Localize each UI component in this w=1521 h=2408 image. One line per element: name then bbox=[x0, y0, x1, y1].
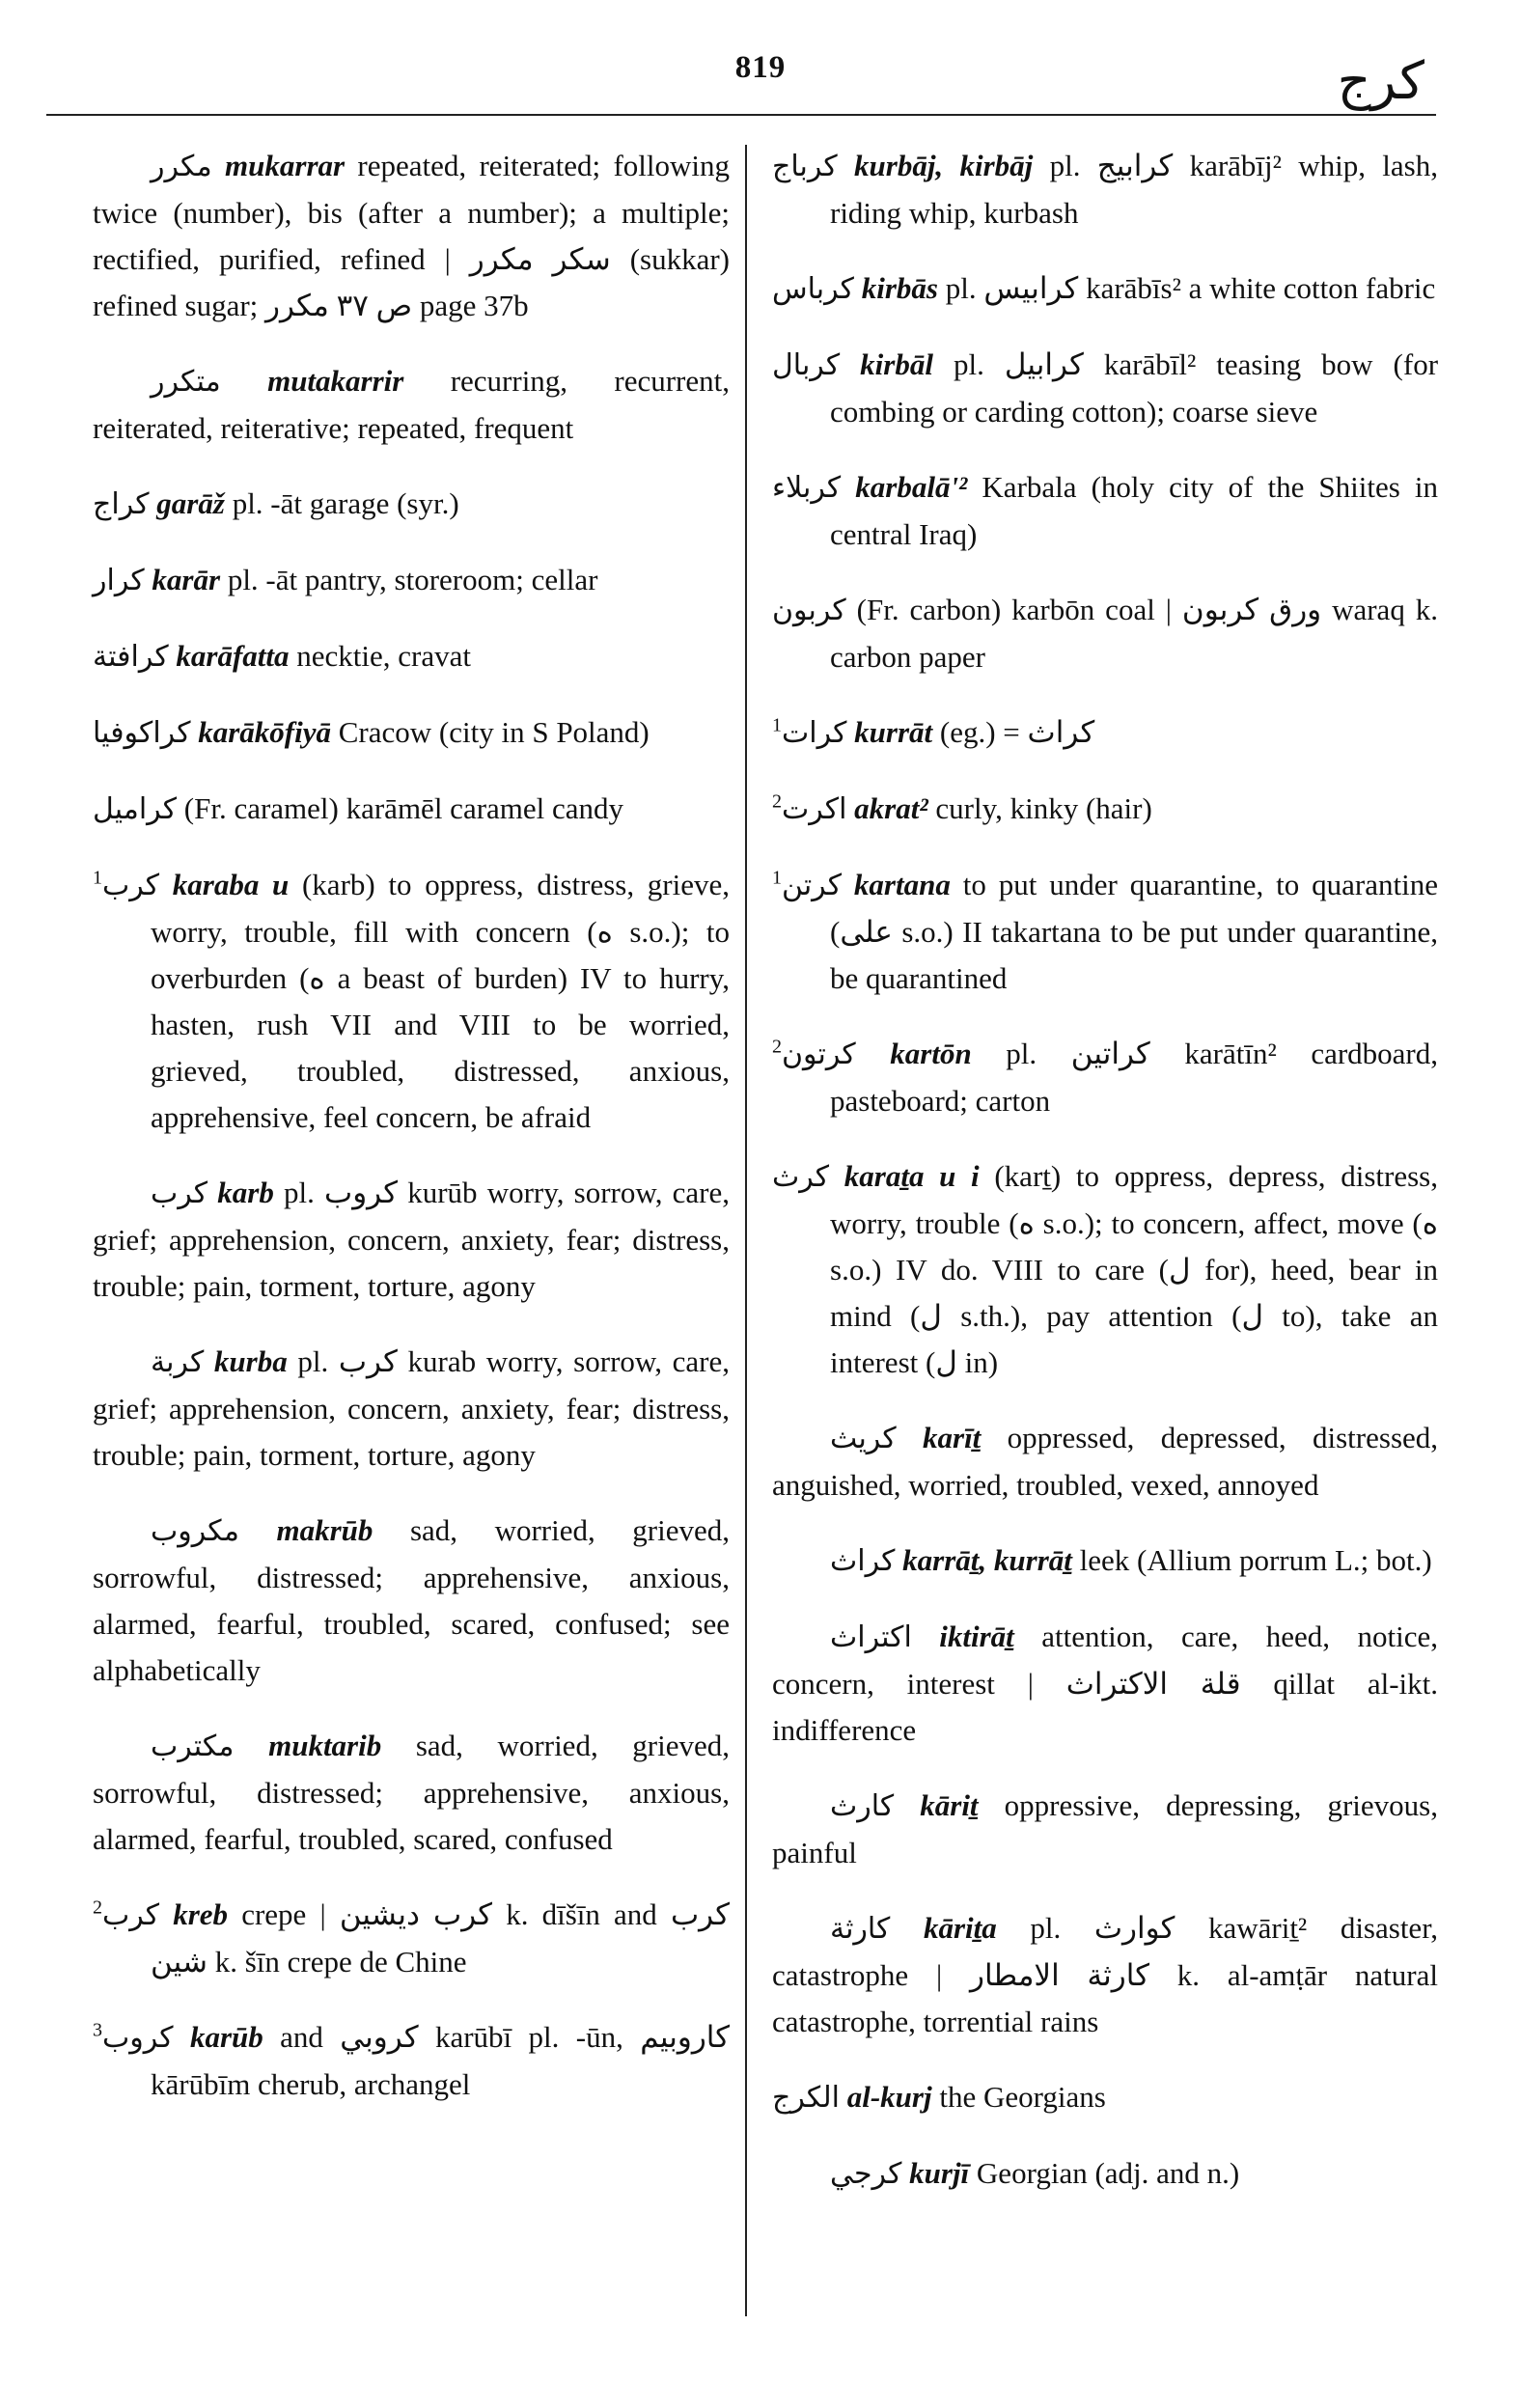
arabic-headword: كرار bbox=[93, 564, 145, 597]
dictionary-entry bbox=[772, 2074, 1438, 2121]
arabic-headword: كرات bbox=[782, 716, 847, 750]
definition: sad, worried, grieved, sorrowful, distressed; apprehensive, anxious, alarmed, fearful, troubled, scared, confused; see alphabetically bbox=[93, 1513, 731, 1687]
definition: pl. كرابيل karābīl² teasing bow (for combing or carding cotton); coarse sieve bbox=[830, 347, 1439, 429]
definition: leek (Allium porrum L.; bot.) bbox=[1079, 1543, 1432, 1577]
header-rule bbox=[46, 114, 1436, 116]
definition: to put under quarantine, to quarantine (على s.o.) II takartana to be put under quarantine, be quarantined bbox=[830, 868, 1439, 995]
arabic-headword: كرب bbox=[151, 1176, 208, 1210]
dictionary-entry bbox=[772, 786, 1438, 833]
arabic-headword: مكروب bbox=[151, 1514, 239, 1548]
arabic-headword: كرباج bbox=[772, 150, 838, 183]
arabic-headword: كربلاء bbox=[772, 471, 842, 505]
definition: pl. -āt pantry, storeroom; cellar bbox=[227, 563, 598, 596]
dictionary-entry bbox=[772, 1614, 1438, 1754]
definition: Georgian (adj. and n.) bbox=[976, 2156, 1240, 2190]
transliteration: karāfatta bbox=[176, 639, 290, 673]
transliteration: mukarrar bbox=[225, 149, 346, 182]
arabic-headword: كرتن bbox=[782, 869, 843, 902]
transliteration: muktarib bbox=[268, 1729, 382, 1762]
dictionary-entry bbox=[772, 1783, 1438, 1876]
definition: curly, kinky (hair) bbox=[935, 791, 1152, 825]
homonym-number: 2 bbox=[772, 1036, 782, 1058]
arabic-headword: كرتون bbox=[782, 1038, 856, 1071]
arabic-headword: كريث bbox=[830, 1422, 897, 1455]
dictionary-entry bbox=[93, 358, 730, 452]
dictionary-entry bbox=[772, 1031, 1438, 1124]
arabic-headword: كرباس bbox=[772, 272, 854, 306]
transliteration: kurba bbox=[213, 1344, 288, 1378]
transliteration: kurbāj, kirbāj bbox=[854, 149, 1034, 182]
arabic-headword: كارثة bbox=[830, 1912, 891, 1946]
dictionary-entry bbox=[93, 709, 730, 757]
homonym-number: 1 bbox=[93, 867, 102, 889]
dictionary-entry bbox=[93, 2014, 730, 2108]
definition: repeated, reiterated; following twice (number), bis (after a number); a multiple; rectified, purified, refined | سكر مكرر (sukkar) refined sugar; ص ٣٧ مكرر page 37b bbox=[93, 149, 731, 322]
arabic-headword: اكرت bbox=[782, 792, 847, 826]
transliteration: karbalā'² bbox=[855, 470, 968, 504]
arabic-headword: كراج bbox=[93, 487, 150, 521]
definition: pl. -āt garage (syr.) bbox=[232, 486, 459, 520]
dictionary-entry bbox=[772, 143, 1438, 236]
transliteration: karākōfiyā bbox=[198, 715, 331, 749]
dictionary-entry bbox=[93, 1508, 730, 1694]
homonym-number: 2 bbox=[93, 1896, 102, 1919]
definition: Karbala (holy city of the Shiites in central Iraq) bbox=[830, 470, 1439, 551]
definition: sad, worried, grieved, sorrowful, distressed; apprehensive, anxious, alarmed, fearful, troubled, scared, confused bbox=[93, 1729, 731, 1856]
definition: (Fr. caramel) karāmēl caramel candy bbox=[183, 791, 624, 825]
arabic-headword: كراميل bbox=[93, 792, 178, 826]
definition: attention, care, heed, notice, concern, interest | قلة الاكتراث qillat al-ikt. indifference bbox=[772, 1619, 1438, 1747]
dictionary-entry bbox=[772, 1153, 1438, 1386]
definition: (eg.) = كراث bbox=[939, 715, 1095, 749]
arabic-headword: كراكوفيا bbox=[93, 716, 191, 750]
left-column bbox=[93, 143, 730, 2137]
dictionary-entry bbox=[772, 265, 1438, 313]
definition: recurring, recurrent, reiterated, reiterative; repeated, frequent bbox=[93, 364, 731, 445]
transliteration: kurrāt bbox=[854, 715, 933, 749]
dictionary-entry bbox=[772, 2150, 1438, 2198]
arabic-headword: اكتراث bbox=[830, 1620, 912, 1654]
definition: pl. كرابيس karābīs² a white cotton fabric bbox=[945, 271, 1436, 305]
dictionary-entry bbox=[772, 587, 1438, 680]
transliteration: akrat² bbox=[854, 791, 928, 825]
definition: and كروبي karūbī pl. -ūn, كاروبيم kārūbīm cherub, archangel bbox=[151, 2020, 730, 2101]
transliteration: karūb bbox=[189, 2020, 263, 2054]
definition: oppressive, depressing, grievous, painful bbox=[772, 1788, 1438, 1869]
arabic-headword: كربال bbox=[772, 348, 841, 382]
page-number: 819 bbox=[734, 50, 787, 85]
arabic-headword: كربة bbox=[151, 1345, 205, 1379]
column-divider bbox=[745, 145, 747, 2316]
definition: pl. كوارث kawāriṯ² disaster, catastrophe | كارثة الامطار k. al-amṭār natural catastrophe, torrential rains bbox=[772, 1911, 1439, 2038]
definition: oppressed, depressed, distressed, anguished, worried, troubled, vexed, annoyed bbox=[772, 1421, 1439, 1502]
transliteration: karb bbox=[217, 1176, 274, 1209]
running-head: كرج bbox=[1337, 50, 1424, 111]
definition: pl. كرابيج karābīj² whip, lash, riding whip, kurbash bbox=[830, 149, 1438, 230]
definition: (karṯ) to oppress, depress, distress, worry, trouble (ه s.o.); to concern, affect, move (ه s.o.) IV do. VIII to care (ل for), heed, bear in mind (ل s.th.), pay attention (ل to), take an interest (ل in) bbox=[830, 1159, 1438, 1379]
arabic-headword: كرب bbox=[102, 869, 160, 902]
homonym-number: 2 bbox=[772, 790, 782, 813]
arabic-headword: كروب bbox=[102, 2021, 174, 2055]
transliteration: karār bbox=[152, 563, 221, 596]
transliteration: mutakarrir bbox=[267, 364, 404, 398]
dictionary-entry bbox=[93, 1723, 730, 1863]
transliteration: makrūb bbox=[276, 1513, 373, 1547]
transliteration: kirbās bbox=[861, 271, 938, 305]
homonym-number: 3 bbox=[93, 2019, 102, 2041]
transliteration: kirbāl bbox=[860, 347, 933, 381]
transliteration: kāriṯa bbox=[923, 1911, 997, 1945]
dictionary-entry bbox=[93, 1170, 730, 1310]
definition: crepe | كرب ديشين k. dīšīn and كرب شين k. šīn crepe de Chine bbox=[151, 1897, 730, 1979]
arabic-headword: مكترب bbox=[151, 1730, 235, 1763]
arabic-headword: كرافتة bbox=[93, 640, 169, 674]
dictionary-entry bbox=[93, 1892, 730, 1985]
arabic-headword: كارث bbox=[830, 1789, 895, 1823]
arabic-headword: كرجي bbox=[830, 2157, 902, 2191]
dictionary-entry bbox=[93, 481, 730, 528]
arabic-headword: كرب bbox=[102, 1898, 160, 1932]
right-column bbox=[772, 143, 1438, 2227]
dictionary-entry bbox=[93, 862, 730, 1141]
arabic-headword: مكرر bbox=[151, 150, 212, 183]
transliteration: karrāṯ, kurrāṯ bbox=[902, 1543, 1072, 1577]
arabic-headword: كرث bbox=[772, 1160, 830, 1194]
transliteration: kartōn bbox=[890, 1037, 972, 1070]
definition: (Fr. carbon) karbōn coal | ورق كربون waraq k. carbon paper bbox=[830, 593, 1439, 674]
transliteration: karaba u bbox=[172, 868, 290, 901]
definition: (karb) to oppress, distress, grieve, worry, trouble, fill with concern (ه s.o.); to overburden (ه a beast of burden) IV to hurry, hasten, rush VII and VIII to be worried, grieved, troubled, distressed, anxious, apprehensive, feel concern, be afraid bbox=[151, 868, 731, 1134]
dictionary-entry bbox=[772, 1905, 1438, 2045]
dictionary-entry bbox=[772, 709, 1438, 757]
definition: necktie, cravat bbox=[296, 639, 471, 673]
dictionary-entry bbox=[93, 1339, 730, 1479]
arabic-headword: كراث bbox=[830, 1544, 896, 1578]
dictionary-entry bbox=[772, 862, 1438, 1002]
transliteration: kartana bbox=[853, 868, 951, 901]
definition: pl. كروب kurūb worry, sorrow, care, grief; apprehension, concern, anxiety, fear; distress, trouble; pain, torment, torture, agony bbox=[93, 1176, 731, 1303]
dictionary-entry bbox=[772, 464, 1438, 558]
arabic-headword: الكرج bbox=[772, 2081, 840, 2115]
definition: Cracow (city in S Poland) bbox=[338, 715, 650, 749]
arabic-headword: كربون bbox=[772, 594, 846, 627]
dictionary-entry bbox=[772, 1415, 1438, 1508]
transliteration: garāž bbox=[156, 486, 225, 520]
transliteration: karaṯa u i bbox=[843, 1159, 980, 1193]
definition: pl. كراتين karātīn² cardboard, pasteboard; carton bbox=[830, 1037, 1438, 1118]
dictionary-entry bbox=[93, 633, 730, 680]
definition: the Georgians bbox=[939, 2080, 1106, 2114]
dictionary-entry bbox=[93, 557, 730, 604]
dictionary-entry bbox=[772, 342, 1438, 435]
arabic-headword: متكرر bbox=[151, 365, 221, 399]
homonym-number: 1 bbox=[772, 867, 782, 889]
transliteration: kāriṯ bbox=[920, 1788, 979, 1822]
dictionary-entry bbox=[93, 143, 730, 329]
homonym-number: 1 bbox=[772, 714, 782, 736]
transliteration: kreb bbox=[173, 1897, 229, 1931]
dictionary-entry bbox=[772, 1537, 1438, 1585]
transliteration: al-kurj bbox=[846, 2080, 932, 2114]
transliteration: karīṯ bbox=[923, 1421, 982, 1454]
transliteration: kurjī bbox=[909, 2156, 970, 2190]
transliteration: iktirāṯ bbox=[939, 1619, 1014, 1653]
dictionary-entry bbox=[93, 786, 730, 833]
definition: pl. كرب kurab worry, sorrow, care, grief; apprehension, concern, anxiety, fear; distress, trouble; pain, torment, torture, agony bbox=[93, 1344, 730, 1472]
